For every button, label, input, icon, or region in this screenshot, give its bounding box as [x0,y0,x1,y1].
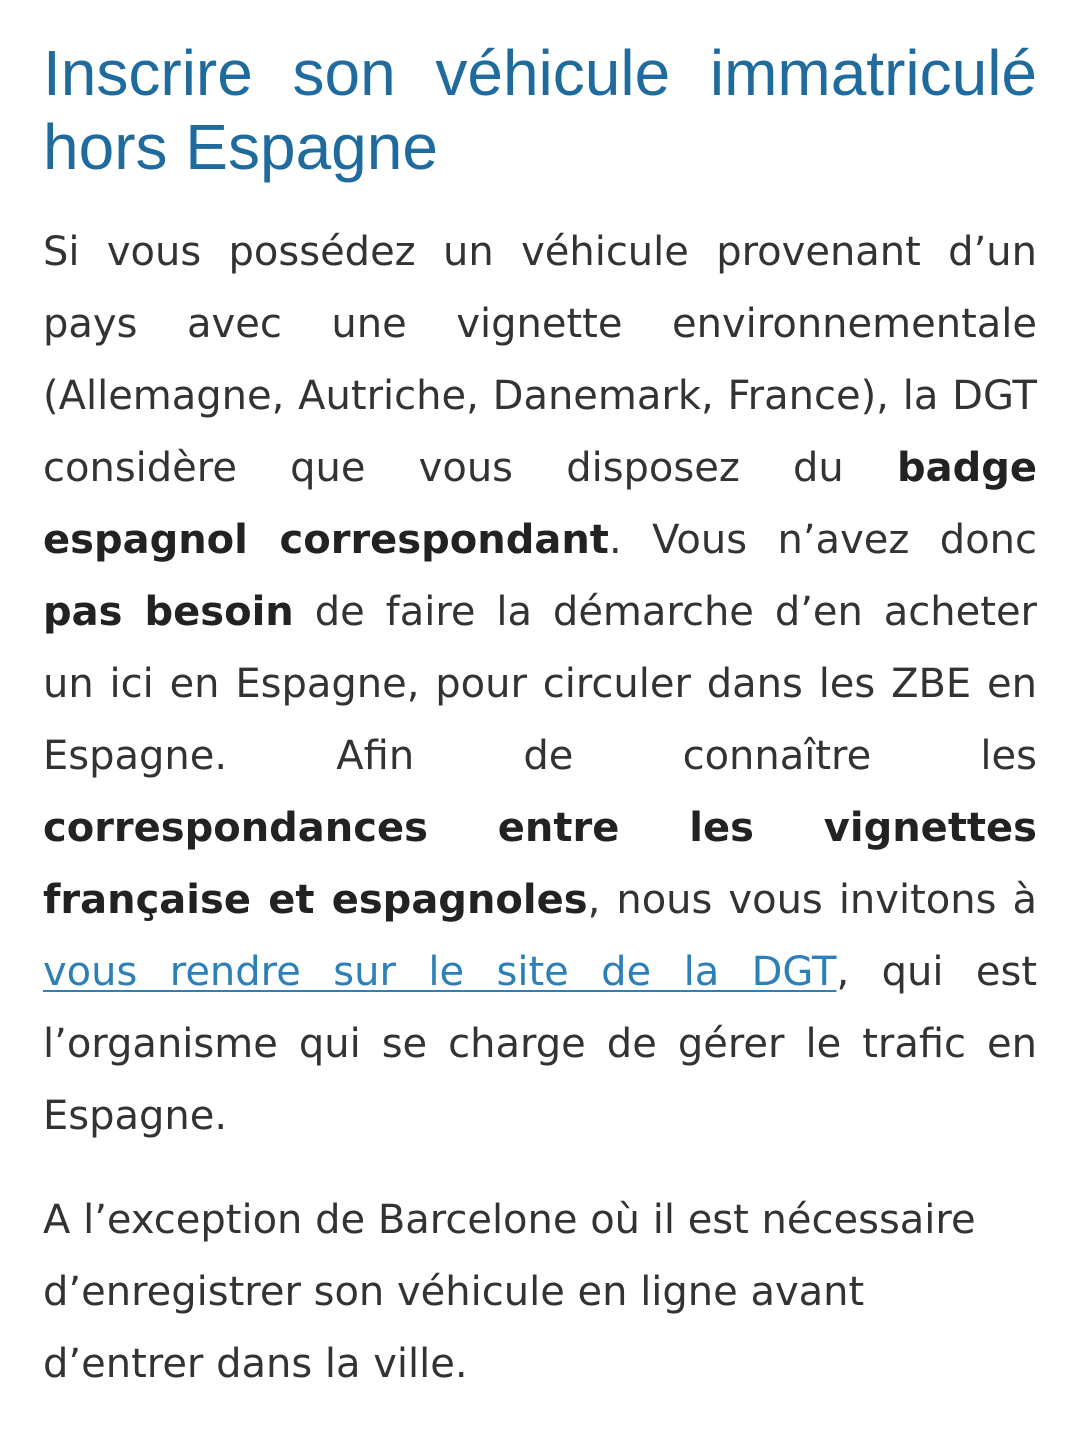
paragraph-text-segment: de faire la démarche d’en acheter un ici en Espagne, pour circuler dans les ZBE en Espagne. Afin de connaître les [43,589,1037,779]
paragraph-vignette [43,216,1037,1152]
bold-correspondances: correspondances entre les vignettes française et espagnoles [43,805,1037,923]
paragraph-barcelone-exception: A l’exception de Barcelone où il est nécessaire d’enregistrer son véhicule en ligne avant d’entrer dans la ville. [43,1197,976,1387]
paragraph-text-segment: . Vous n’avez donc [608,517,1038,563]
paragraph-text-segment: , qui est l’organisme qui se charge de gérer le trafic en Espagne. [43,949,1038,1139]
article-title: Inscrire son véhicule immatriculé hors Espagne [43,37,1037,183]
article [43,36,1037,1400]
bold-badge-espagnol: badge espagnol correspondant [43,445,1037,563]
paragraph-text-segment: Si vous possédez un véhicule provenant d’un pays avec une vignette environnementale (Allemagne, Autriche, Danemark, France), la DGT considère que vous disposez du [43,229,1037,491]
bold-pas-besoin: pas besoin [43,589,294,635]
dgt-site-link[interactable]: vous rendre sur le site de la DGT [43,949,837,995]
paragraph-text-segment: , nous vous invitons à [587,877,1037,923]
